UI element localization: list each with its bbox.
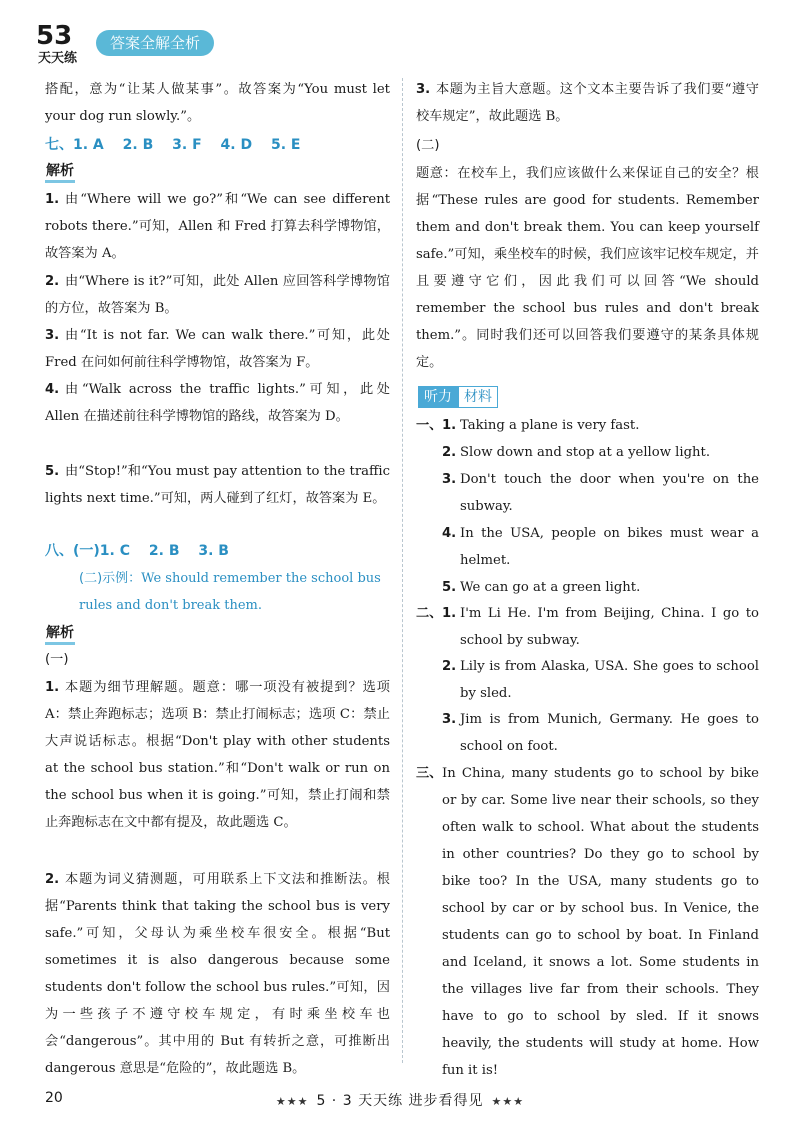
item-text: 由“Stop!”和“You must pay attention to the traffic lights next time.”可知，两人碰到了红灯，故答案为 E。 <box>45 464 390 506</box>
part-2-label: (二) <box>416 138 440 153</box>
analysis-item <box>45 268 390 322</box>
tag-listening: 听力 <box>418 386 458 408</box>
item-number: 4. <box>442 526 457 541</box>
answer: 3. B <box>198 543 229 559</box>
answer: 2. B <box>122 137 154 153</box>
item-text: 本题为词义猜测题，可用联系上下文法和推断法。根据“Parents think that taking the school bus is very safe.”可知，父母认为乘坐校车很安全。根据“But sometimes it is also dangerous because some students don't follow the school bus rules.”可知，因为一些孩子不遵守校车规定，有时乘坐校车也会“dangerous”。其中用的 But 有转折之意，可推断出 dangerous 意思是“危险的”，故此题选 B。 <box>45 872 390 1076</box>
item-number: 1. <box>442 606 457 621</box>
analysis-item <box>45 674 390 836</box>
transcript-item <box>442 706 759 760</box>
item-number: 2. <box>442 445 457 460</box>
answer: 3. F <box>172 137 202 153</box>
intro-paragraph: 搭配，意为“让某人做某事”。故答案为“You must let your dog run slowly.”。 <box>45 82 390 124</box>
analysis-item <box>45 376 390 430</box>
item-text: Taking a plane is very fast. <box>460 418 640 433</box>
transcript-passage: In China, many students go to school by bike or by car. Some live near their schools, so they often walk to school. What about the students in other countries? Do they go to school by bike too? In the USA, many students go to school by car or by school bus. In Venice, the students can go to school by boat. In Finland and Iceland, it snows a lot. Some students in the villages live far from their schools. They have to go to school by sled. If it snows heavily, the students will study at home. How fun it is! <box>442 766 759 1078</box>
item-number: 1. <box>442 418 457 433</box>
item-text: 由“Walk across the traffic lights.”可知，此处 Allen 在描述前往科学博物馆的路线，故答案为 D。 <box>45 382 390 424</box>
analysis-heading: 解析 <box>45 158 390 185</box>
transcript-item <box>442 574 759 601</box>
section-8-example <box>79 565 390 619</box>
tag-material: 材料 <box>458 386 498 408</box>
brand-logo <box>32 14 92 68</box>
item-text: 由“Where is it?”可知，此处 Allen 应回答科学博物馆的方位，故答案为 B。 <box>45 274 390 316</box>
item-text: We can go at a green light. <box>460 580 641 595</box>
transcript-item <box>442 439 759 466</box>
group-1-label: 一、 <box>416 418 443 433</box>
example-label: (二)示例： <box>79 571 142 586</box>
item-number: 2. <box>45 872 60 887</box>
section-7-answers <box>45 132 390 159</box>
item-text: 本题为细节理解题。题意：哪一项没有被提到？选项 A：禁止奔跑标志；选项 B：禁止打闹标志；选项 C：禁止大声说话标志。根据“Don't play with other students at the school bus station.”和“Don't walk or run on the school bus when it is going.”可知，禁止打闹和禁止奔跑标志在文中都有提及，故此题选 C。 <box>45 680 390 830</box>
group-2-label: 二、 <box>416 606 443 621</box>
group-3-label: 三、 <box>416 766 443 781</box>
item-text: In the USA, people on bikes must wear a helmet. <box>460 526 759 568</box>
footer-stars: ★★★ <box>491 1095 525 1108</box>
listening-material-tag <box>418 386 498 408</box>
item-text: 由“It is not far. We can walk there.”可知，此处 Fred 在问如何前往科学博物馆，故答案为 F。 <box>45 328 390 370</box>
item-text: Slow down and stop at a yellow light. <box>460 445 711 460</box>
item-number: 1. <box>45 680 60 695</box>
footer-text: 5 · 3 天天练 进步看得见 <box>316 1093 484 1109</box>
transcript-item <box>442 412 759 439</box>
example-answer: We should remember the school bus rules and don't break them. <box>79 571 381 613</box>
transcript-item <box>442 466 759 520</box>
item-number: 1. <box>45 192 60 207</box>
analysis-item <box>45 866 390 1082</box>
footer-slogan <box>0 1090 800 1110</box>
page-number: 20 <box>45 1090 63 1106</box>
analysis-heading: 解析 <box>45 620 390 647</box>
column-divider <box>402 78 403 1063</box>
analysis-item <box>45 186 390 267</box>
answer: 5. E <box>270 137 301 153</box>
item-number: 5. <box>45 464 60 479</box>
svg-text:天天练: 天天练 <box>38 51 78 66</box>
footer-stars: ★★★ <box>275 1095 309 1108</box>
answer: 八、(一)1. C <box>45 543 131 559</box>
item-number: 3. <box>442 472 457 487</box>
item-text: I'm Li He. I'm from Beijing, China. I go to school by subway. <box>460 606 759 648</box>
item-number: 4. <box>45 382 60 397</box>
transcript-item <box>442 520 759 574</box>
item-text: 由“Where will we go?”和“We can see different robots there.”可知，Allen 和 Fred 打算去科学博物馆，故答案为 A。 <box>45 192 390 261</box>
svg-text:53: 53 <box>36 21 73 51</box>
item-number: 5. <box>442 580 457 595</box>
analysis-item <box>416 76 759 130</box>
item-text: Jim is from Munich, Germany. He goes to school on foot. <box>460 712 759 754</box>
item-text: 本题为主旨大意题。这个文本主要告诉了我们要“遵守校车规定”，故此题选 B。 <box>416 82 759 124</box>
item-number: 2. <box>442 659 457 674</box>
analysis-item <box>45 458 390 512</box>
item-number: 2. <box>45 274 60 289</box>
answer: 七、1. A <box>45 137 104 153</box>
part-1-label: (一) <box>45 652 69 667</box>
section-8-answers <box>45 538 390 565</box>
item-number: 3. <box>416 82 431 97</box>
transcript-item <box>442 600 759 654</box>
answer: 2. B <box>148 543 180 559</box>
header-badge: 答案全解全析 <box>96 30 214 56</box>
item-text: Don't touch the door when you're on the subway. <box>460 472 759 514</box>
item-number: 3. <box>442 712 457 727</box>
item-text: Lily is from Alaska, USA. She goes to school by sled. <box>460 659 759 701</box>
answer: 4. D <box>220 137 253 153</box>
item-number: 3. <box>45 328 60 343</box>
transcript-item <box>442 653 759 707</box>
analysis-item <box>45 322 390 376</box>
part-2-text: 题意：在校车上，我们应该做什么来保证自己的安全？根据“These rules are good for students. Remember them and don't break them. You can keep yourself safe.”可知，乘坐校车的时候，我们应该牢记校车规定，并且要遵守它们，因此我们可以回答“We should remember the school bus rules and don't break them.”。同时我们还可以回答我们要遵守的某条具体规定。 <box>416 166 759 370</box>
